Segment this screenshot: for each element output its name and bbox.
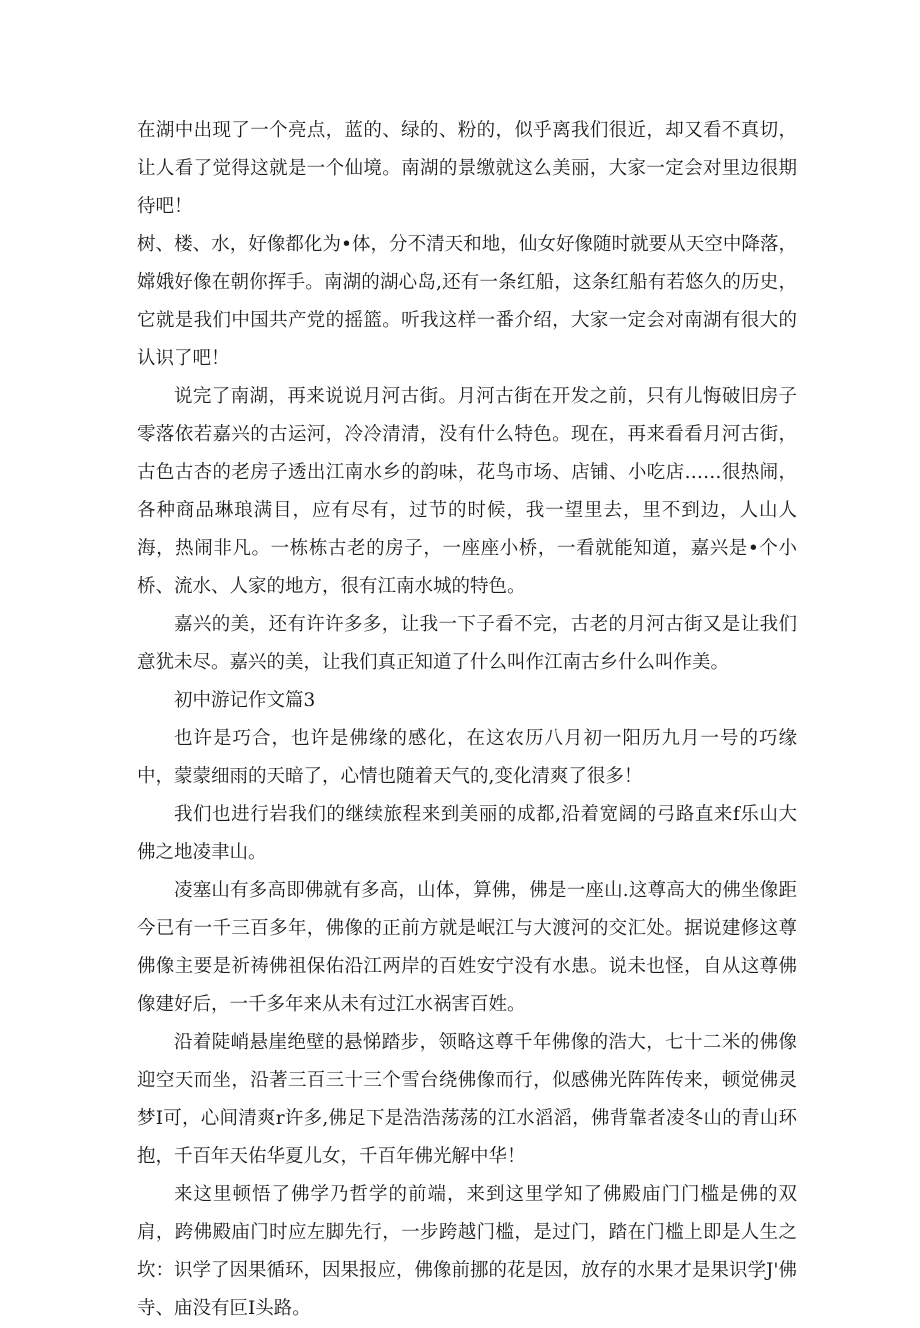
paragraph: 也许是巧合，也许是佛缘的感化，在这农历八月初一阳历九月一号的巧缘中，蒙蒙细雨的天暗了，心情也随着天气的,变化清爽了很多！ <box>137 728 797 787</box>
paragraph: 嘉兴的美，还有许许多多，让我一下子看不完，古老的月河古街又是让我们意犹未尽。嘉兴的美，让我们真正知道了什么叫作江南古乡什么叫作美。 <box>137 614 797 673</box>
paragraph: 凌塞山有多高即佛就有多高，山体，算佛，佛是一座山.这尊高大的佛坐像距今已有一千三百多年，佛像的正前方就是岷江与大渡河的交汇处。据说建修这尊佛像主要是祈祷佛祖保佑沿江两岸的百姓安宁没有水患。说未也怪，自从这尊佛像建好后，一千多年来从未有过江水祸害百姓。 <box>137 880 797 1015</box>
paragraph: 沿着陡峭悬崖绝壁的悬悌踏步，领略这尊千年佛像的浩大，七十二米的佛像迎空天而坐，沿著三百三十三个雪台绕佛像而行，似感佛光阵阵传来，顿觉佛灵梦I可，心间清爽r许多,佛足下是浩浩荡荡的江水滔滔，佛背靠者凌冬山的青山环抱，千百年天佑华夏儿女，千百年佛光解中华！ <box>137 1032 797 1167</box>
paragraph: 来这里顿悟了佛学乃哲学的前端，来到这里学知了佛殿庙门门槛是佛的双肩，跨佛殿庙门时应左脚先行，一步跨越门槛，是过门，踏在门槛上即是人生之坎：识学了因果循环，因果报应，佛像前挪的花是因，放存的水果才是果识学J'佛寺、庙没有叵I头路。 <box>137 1184 798 1319</box>
document-body <box>137 112 797 1328</box>
paragraph: 树、楼、水，好像都化为•体，分不清天和地，仙女好像随时就要从天空中降落，嫦娥好像在朝你挥手。南湖的湖心岛,还有一条红船，这条红船有若悠久的历史，它就是我们中国共产党的摇篮。听我这样一番介绍，大家一定会对南湖有很大的认识了吧！ <box>137 234 797 369</box>
section-heading: 初中游记作文篇3 <box>174 690 316 711</box>
paragraph: 我们也进行岩我们的继续旅程来到美丽的成都,沿着宽阔的弓路直来f乐山大佛之地凌聿山。 <box>137 804 797 863</box>
paragraph: 在湖中出现了一个亮点，蓝的、绿的、粉的，似乎离我们很近，却又看不真切，让人看了觉得这就是一个仙境。南湖的景缴就这么美丽，大家一定会对里边很期待吧！ <box>137 120 797 217</box>
paragraph: 说完了南湖，再来说说月河古街。月河古街在开发之前，只有儿悔破旧房子零落依若嘉兴的古运河，冷冷清清，没有什么特色。现在，再来看看月河古街，古色古杏的老房子透出江南水乡的韵味，花鸟市场、店铺、小吃店……很热闹，各种商品琳琅满目，应有尽有，过节的时候，我一望里去，里不到边，人山人海，热闹非凡。一栋栋古老的房子，一座座小桥，一看就能知道，嘉兴是•个小桥、流水、人家的地方，很有江南水城的特色。 <box>137 386 797 597</box>
